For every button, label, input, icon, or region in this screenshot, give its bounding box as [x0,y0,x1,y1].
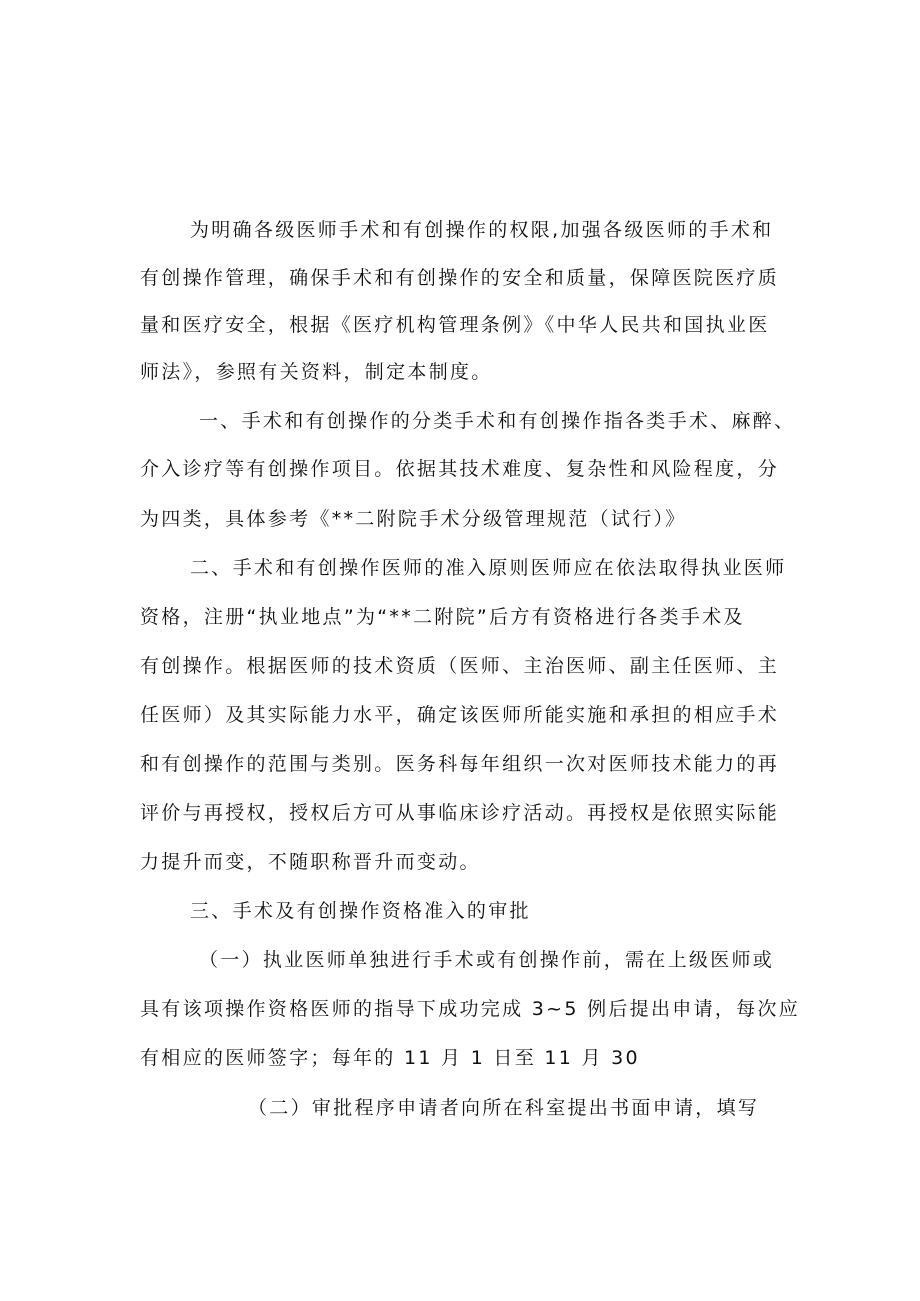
p5-line-1: （一）执业医师单独进行手术或有创操作前，需在上级医师或 [199,949,775,971]
p1-line-3: 量和医疗安全，根据《医疗机构管理条例》《中华人民共和国执业医 [140,314,770,336]
p1-line-4: 师法》，参照有关资料，制定本制度。 [140,361,493,383]
p3-line-7: 力提升而变，不随职称晋升而变动。 [140,851,481,873]
p1-line-2: 有创操作管理，确保手术和有创操作的安全和质量，保障医院医疗质 [140,267,780,289]
p2-line-2: 介入诊疗等有创操作项目。依据其技术难度、复杂性和风险程度，分 [140,458,780,480]
p3-line-5: 和有创操作的范围与类别。医务科每年组织一次对医师技术能力的再 [140,753,780,775]
p3-line-6: 评价与再授权，授权后方可从事临床诊疗活动。再授权是依照实际能 [140,802,780,824]
section-heading-approval: 三、手术及有创操作资格准入的审批 [190,900,531,922]
p3-line-2: 资格，注册“执业地点”为“**二附院”后方有资格进行各类手术及 [140,606,745,628]
p3-line-1: 二、手术和有创操作医师的准入原则医师应在依法取得执业医师 [190,557,787,579]
p6-line-1: （二）审批程序申请者向所在科室提出书面申请，填写 [248,1097,760,1119]
p3-line-3: 有创操作。根据医师的技术资质（医师、主治医师、副主任医师、主 [140,655,780,677]
p5-line-2: 具有该项操作资格医师的指导下成功完成 3~5 例后提出申请，每次应 [140,998,801,1020]
p1-line-1: 为明确各级医师手术和有创操作的权限,加强各级医师的手术和 [190,219,774,241]
p3-line-4: 任医师）及其实际能力水平，确定该医师所能实施和承担的相应手术 [140,704,780,726]
p2-line-1: 一、手术和有创操作的分类手术和有创操作指各类手术、麻醉、 [199,410,796,432]
p5-line-3: 有相应的医师签字；每年的 11 月 1 日至 11 月 30 [140,1047,640,1069]
p2-line-3: 为四类，具体参考《**二附院手术分级管理规范（试行）》 [140,508,687,530]
